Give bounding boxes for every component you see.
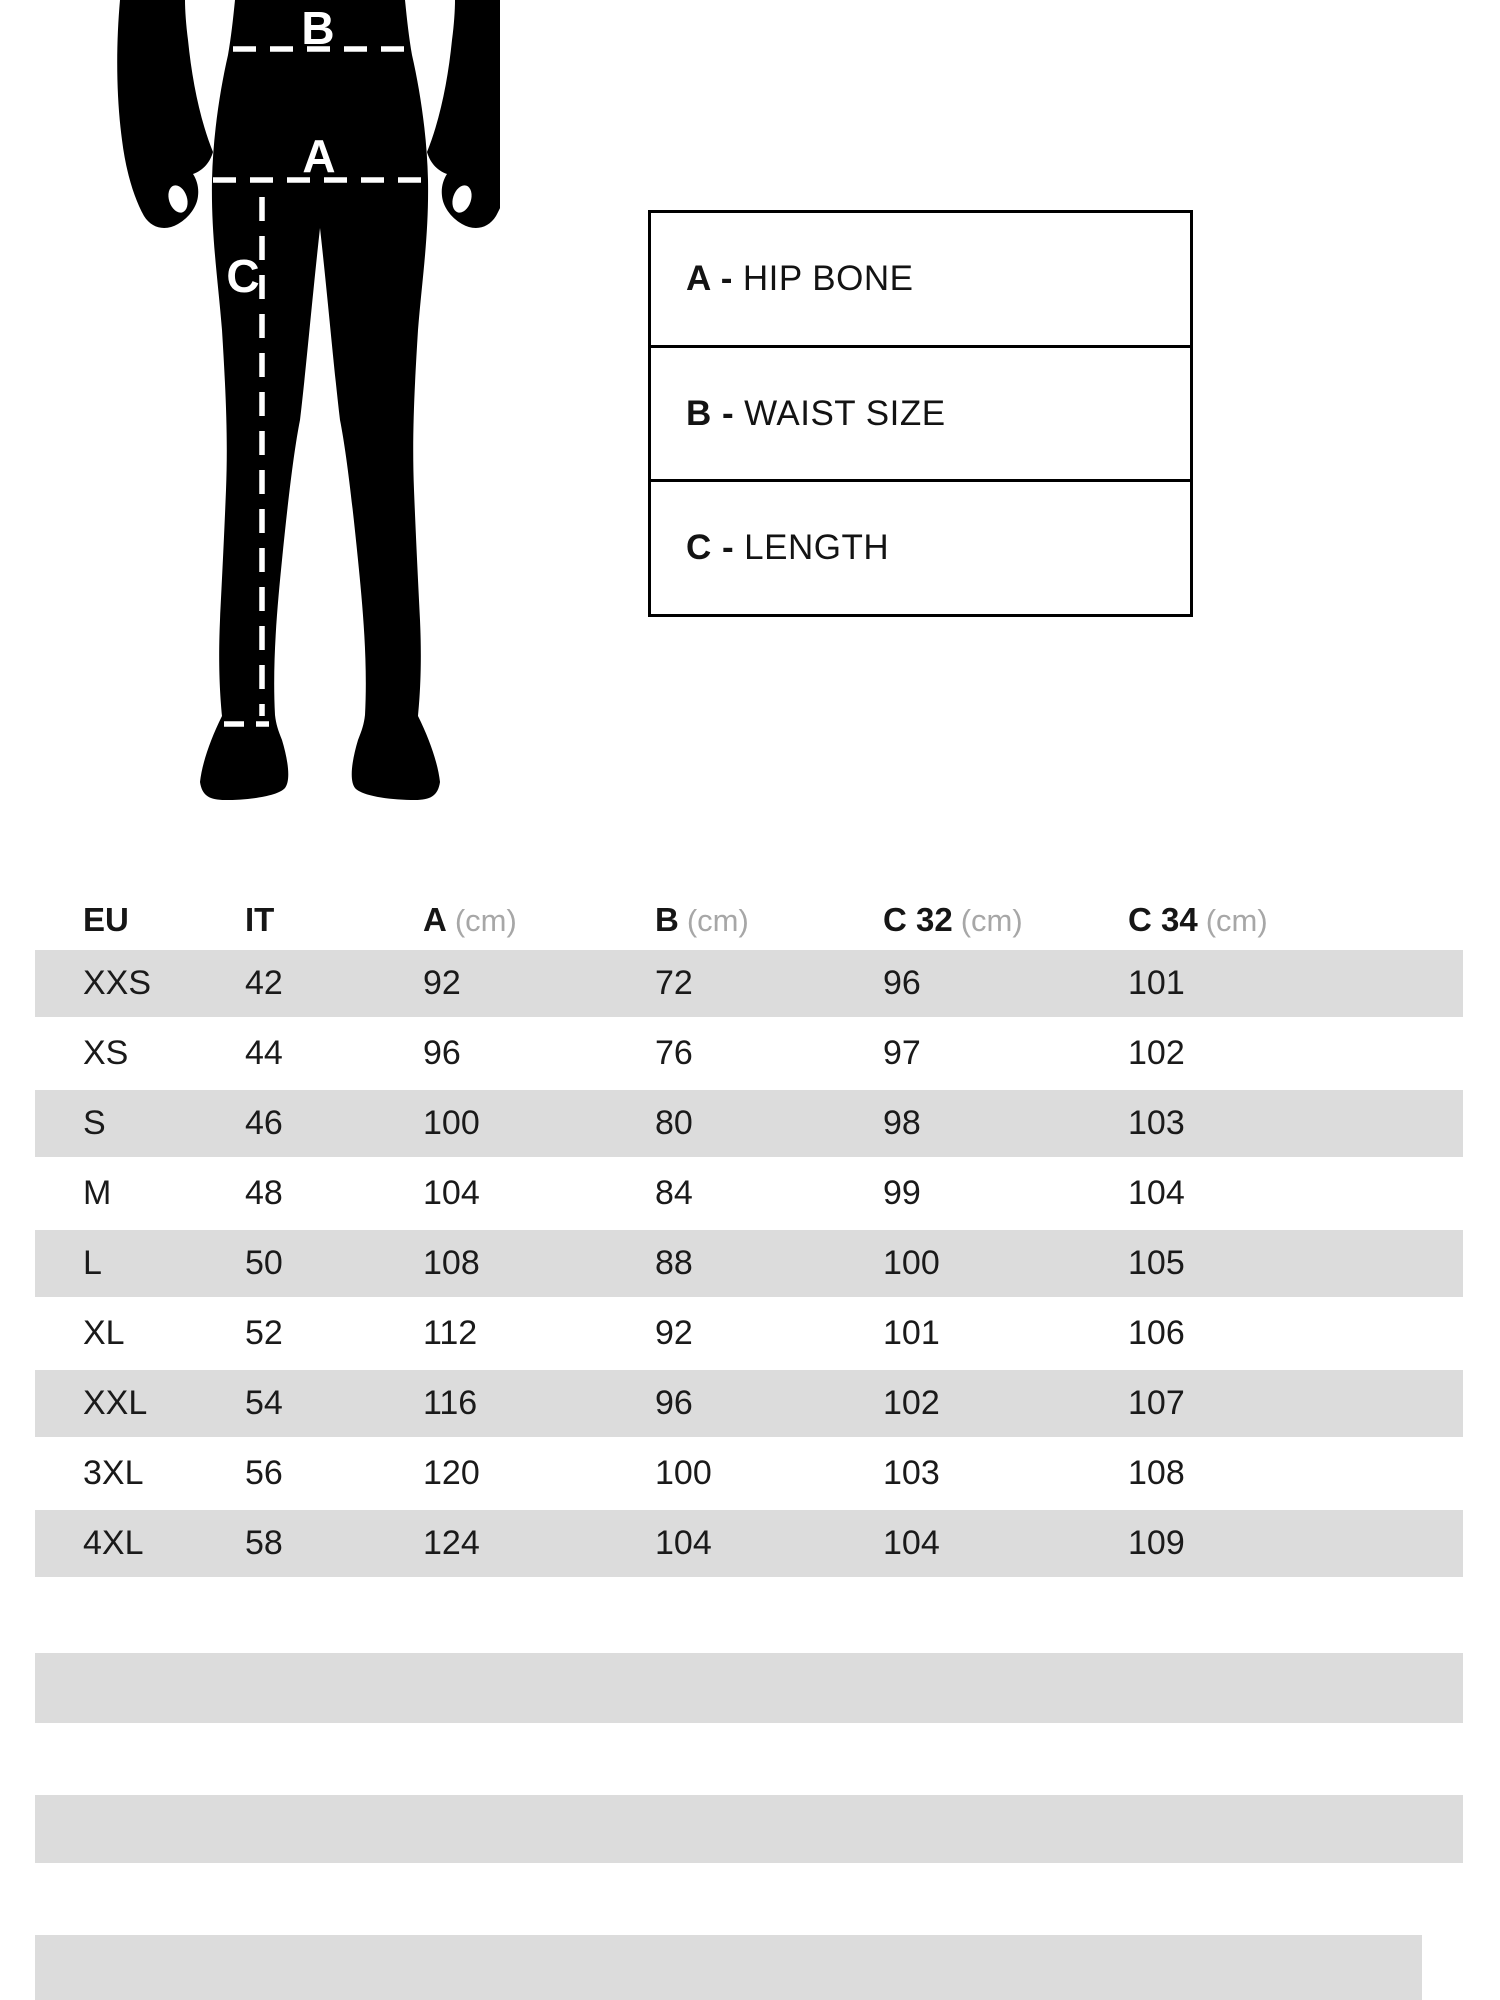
cell-it: 42 [245, 964, 283, 1002]
size-chart-table [35, 890, 1463, 1590]
left-arm-shape [117, 0, 213, 228]
measurement-legend-box [648, 210, 1193, 617]
cell-c34: 108 [1128, 1454, 1185, 1492]
cell-c32: 102 [883, 1384, 940, 1422]
cell-eu: S [83, 1104, 106, 1142]
lower-body-silhouette-icon [100, 0, 500, 810]
cell-a: 120 [423, 1454, 480, 1492]
col-header-a: A (cm) [423, 901, 517, 938]
col-header-it: IT [245, 901, 275, 938]
cell-a: 112 [423, 1314, 478, 1352]
cell-eu: 3XL [83, 1454, 144, 1492]
cell-a: 100 [423, 1104, 480, 1142]
cell-c32: 97 [883, 1034, 921, 1072]
table-row [35, 1230, 1463, 1297]
table-row [35, 1090, 1463, 1157]
legend-row-length [651, 479, 1190, 614]
cell-c34: 104 [1128, 1174, 1185, 1212]
cell-c32: 99 [883, 1174, 921, 1212]
legend-label: WAIST SIZE [744, 393, 946, 433]
cell-b: 88 [655, 1244, 693, 1282]
cell-eu: XL [83, 1314, 125, 1352]
table-row [35, 1300, 1463, 1367]
col-header-c32: C 32 (cm) [883, 901, 1023, 938]
cell-b: 84 [655, 1174, 693, 1212]
cell-b: 104 [655, 1524, 712, 1562]
cell-c34: 103 [1128, 1104, 1185, 1142]
cell-c34: 106 [1128, 1314, 1185, 1352]
table-header-row [35, 890, 1463, 950]
cell-b: 96 [655, 1384, 693, 1422]
table-row [35, 1440, 1463, 1507]
cell-c32: 101 [883, 1314, 940, 1352]
cell-it: 46 [245, 1104, 283, 1142]
cell-c32: 100 [883, 1244, 940, 1282]
marker-c-label: C [226, 250, 260, 302]
cell-c34: 109 [1128, 1524, 1185, 1562]
col-header-b: B (cm) [655, 901, 749, 938]
cell-it: 56 [245, 1454, 283, 1492]
table-row [35, 950, 1463, 1017]
legend-row-hip-bone [651, 213, 1190, 345]
cell-eu: XXL [83, 1384, 148, 1422]
cell-c32: 104 [883, 1524, 940, 1562]
col-header-c34: C 34 (cm) [1128, 901, 1268, 938]
legend-row-waist-size [651, 345, 1190, 480]
cell-a: 116 [423, 1384, 478, 1422]
cell-eu: L [83, 1244, 102, 1282]
cell-b: 100 [655, 1454, 712, 1492]
cell-it: 54 [245, 1384, 283, 1422]
table-row [35, 1370, 1463, 1437]
torso-and-legs-shape [200, 0, 440, 800]
cell-a: 124 [423, 1524, 480, 1562]
cell-eu: 4XL [83, 1524, 144, 1562]
legend-label: HIP BONE [742, 258, 914, 298]
cell-it: 58 [245, 1524, 283, 1562]
cell-it: 50 [245, 1244, 283, 1282]
cell-eu: XS [83, 1034, 129, 1072]
cell-it: 48 [245, 1174, 283, 1212]
unit-label: (cm) [454, 903, 517, 938]
cell-it: 44 [245, 1034, 283, 1072]
cell-b: 76 [655, 1034, 693, 1072]
cell-a: 92 [423, 964, 461, 1002]
cell-b: 80 [655, 1104, 693, 1142]
unit-label: (cm) [960, 903, 1023, 938]
cell-c34: 101 [1128, 964, 1185, 1002]
cell-eu: M [83, 1174, 112, 1212]
marker-a-label: A [302, 130, 336, 182]
cell-c32: 96 [883, 964, 921, 1002]
cell-a: 104 [423, 1174, 480, 1212]
cell-c34: 105 [1128, 1244, 1185, 1282]
table-row [35, 1510, 1463, 1577]
unit-label: (cm) [686, 903, 749, 938]
cell-a: 108 [423, 1244, 480, 1282]
cell-c34: 107 [1128, 1384, 1185, 1422]
legend-key: B - [686, 393, 735, 433]
legend-label: LENGTH [744, 528, 890, 568]
cell-it: 52 [245, 1314, 283, 1352]
empty-stripe [35, 1795, 1463, 1863]
unit-label: (cm) [1205, 903, 1268, 938]
body-measurement-diagram [100, 0, 500, 810]
cell-a: 96 [423, 1034, 461, 1072]
table-row [35, 1020, 1463, 1087]
cell-b: 92 [655, 1314, 693, 1352]
legend-key: A - [686, 258, 733, 298]
cell-c32: 103 [883, 1454, 940, 1492]
table-row [35, 1160, 1463, 1227]
cell-eu: XXS [83, 964, 152, 1002]
empty-stripe [35, 1653, 1463, 1723]
legend-key: C - [686, 528, 735, 568]
cell-c32: 98 [883, 1104, 921, 1142]
cell-c34: 102 [1128, 1034, 1185, 1072]
cell-b: 72 [655, 964, 693, 1002]
col-header-eu: EU [83, 901, 129, 938]
empty-stripe [35, 1935, 1422, 2000]
marker-b-label: B [301, 2, 335, 54]
